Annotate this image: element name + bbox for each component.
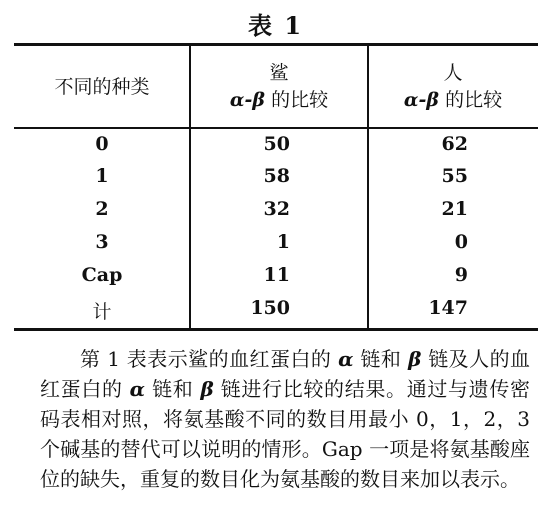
header-human-text: 的比较 [439, 89, 503, 111]
header-human-compare [368, 85, 538, 112]
header-shark-label: 鲨 [269, 62, 289, 84]
table-title: 表 1 [247, 11, 304, 40]
bottom-rule [14, 328, 538, 331]
caption-greek: α [129, 377, 146, 401]
row-kind: 0 [95, 133, 109, 155]
caption-text: 链和 [353, 347, 409, 371]
header-rule [14, 127, 538, 129]
caption-text: 链进行比较的结果。通过与遗传密码表相对照，将氨基酸不同的数目用最小 0，1，2，3 个碱基的替代可以说明的情形。Gap 一项是将氨基酸座位的缺失，重复的数目化为氨基酸的数目来加以表示。 [40, 377, 531, 491]
caption-text: 链和 [145, 377, 201, 401]
header-human-greek: α-β [403, 89, 440, 111]
row-shark: 11 [263, 264, 290, 286]
header-shark-greek: α-β [229, 89, 266, 111]
row-human: 62 [441, 133, 468, 155]
row-kind-total: 计 [92, 301, 112, 323]
caption-text: 第 1 表表示鲨的血红蛋白的 [80, 347, 339, 371]
caption-paragraph [40, 344, 530, 494]
caption-greek: β [408, 347, 422, 371]
caption-greek: β [200, 377, 214, 401]
row-human: 55 [441, 165, 468, 187]
row-shark: 32 [263, 198, 290, 220]
row-kind: 3 [95, 231, 109, 253]
row-shark: 1 [276, 231, 290, 253]
header-shark-text: 的比较 [265, 89, 329, 111]
row-human-total: 147 [428, 297, 468, 319]
header-human [368, 58, 538, 112]
row-kind: 1 [95, 165, 109, 187]
row-human: 0 [454, 231, 468, 253]
header-shark-compare [190, 85, 368, 112]
top-rule [14, 43, 538, 46]
caption-greek: α [338, 347, 354, 371]
row-shark-total: 150 [250, 297, 290, 319]
header-kind: 不同的种类 [54, 76, 150, 98]
header-human-label: 人 [443, 62, 463, 84]
row-shark: 58 [263, 165, 290, 187]
header-shark [190, 58, 368, 112]
row-kind: Cap [81, 264, 123, 286]
caption-text: 链及人的血红蛋白的 [40, 347, 531, 401]
row-human: 9 [454, 264, 468, 286]
row-kind: 2 [95, 198, 109, 220]
row-human: 21 [441, 198, 468, 220]
row-shark: 50 [263, 133, 290, 155]
